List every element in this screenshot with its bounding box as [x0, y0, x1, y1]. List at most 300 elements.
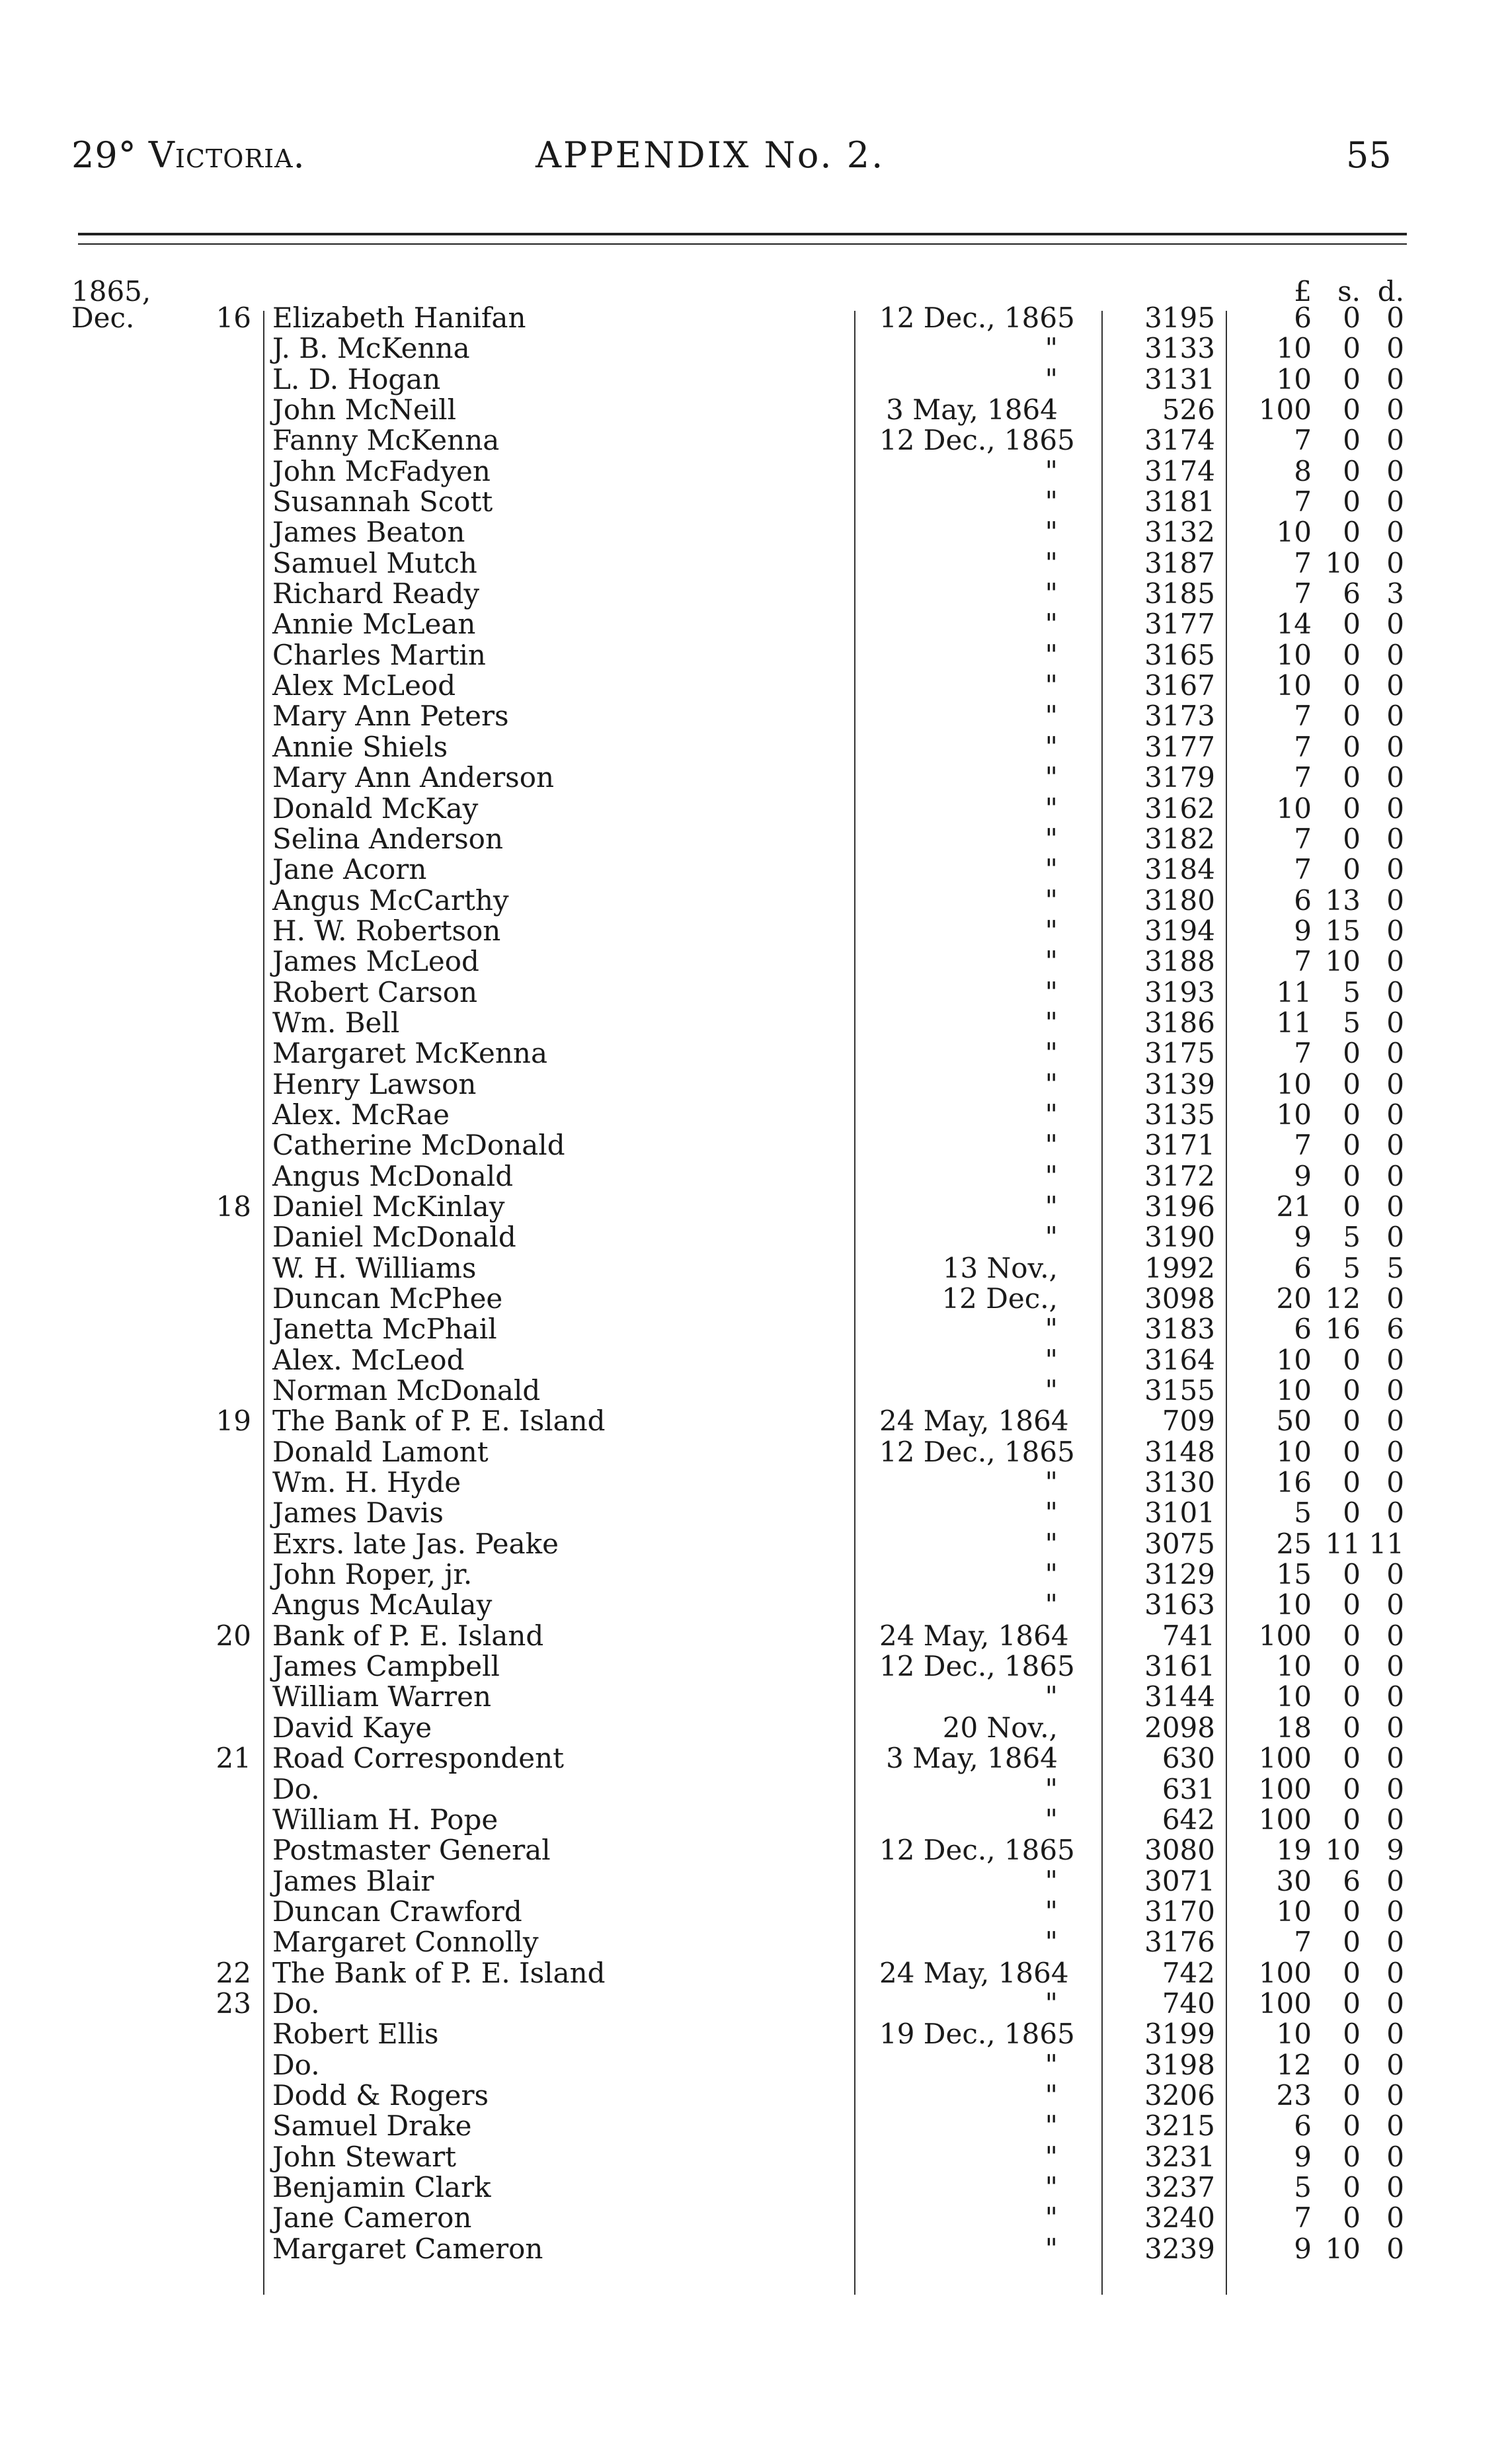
shillings-cell: 0: [1343, 1435, 1361, 1468]
table-row: [0, 1130, 1508, 1161]
name-cell: James Davis: [272, 1497, 444, 1530]
header-rule-thin: [78, 243, 1407, 245]
name-cell: Mary Ann Peters: [272, 700, 509, 733]
number-cell: 742: [1162, 1956, 1215, 1989]
shillings-cell: 0: [1343, 2048, 1361, 2081]
shillings-cell: 0: [1343, 2170, 1361, 2203]
page-number: 55: [1346, 134, 1392, 176]
pence-cell: 0: [1386, 1742, 1404, 1775]
pence-cell: 0: [1386, 914, 1404, 947]
pence-cell: 0: [1386, 424, 1404, 457]
number-cell: 3172: [1144, 1159, 1215, 1192]
number-cell: 3139: [1144, 1067, 1215, 1100]
shillings-cell: 6: [1343, 1864, 1361, 1897]
date-cell: 12 Dec., 1865: [879, 1834, 1075, 1867]
table-row: [0, 579, 1508, 609]
pence-cell: 0: [1386, 730, 1404, 763]
date-cell: ": [1045, 1558, 1058, 1591]
name-cell: Fanny McKenna: [272, 424, 500, 457]
date-cell: ": [1045, 1588, 1058, 1622]
pounds-cell: 7: [1294, 822, 1312, 855]
pounds-cell: 7: [1294, 700, 1312, 733]
name-cell: Selina Anderson: [272, 822, 504, 855]
day-cell: 18: [216, 1190, 251, 1223]
name-cell: James McLeod: [272, 945, 479, 978]
pounds-cell: 100: [1258, 1956, 1312, 1989]
date-cell: 12 Dec.,: [941, 1282, 1058, 1315]
shillings-cell: 0: [1343, 1067, 1361, 1100]
number-cell: 3174: [1144, 454, 1215, 487]
number-cell: 3239: [1144, 2232, 1215, 2265]
table-row: [0, 364, 1508, 395]
pounds-cell: 6: [1294, 1251, 1312, 1284]
date-cell: ": [1045, 485, 1058, 518]
shillings-cell: 0: [1343, 1926, 1361, 1959]
shillings-cell: 5: [1343, 1221, 1361, 1254]
table-row: [0, 1376, 1508, 1406]
date-cell: ": [1045, 454, 1058, 487]
pounds-cell: 7: [1294, 485, 1312, 518]
name-cell: James Beaton: [272, 516, 465, 549]
number-cell: 1992: [1144, 1251, 1215, 1284]
pounds-cell: 7: [1294, 761, 1312, 794]
pounds-cell: 100: [1258, 1987, 1312, 2020]
pounds-cell: 100: [1258, 1772, 1312, 1805]
table-row: [0, 1467, 1508, 1498]
name-cell: Annie Shiels: [272, 730, 448, 763]
name-cell: L. D. Hogan: [272, 362, 441, 395]
pence-cell: 0: [1386, 1803, 1404, 1836]
header-title: APPENDIX No. 2.: [536, 134, 885, 176]
shillings-cell: 12: [1325, 1282, 1361, 1315]
pence-cell: 9: [1386, 1834, 1404, 1867]
shillings-cell: 0: [1343, 608, 1361, 641]
name-cell: Charles Martin: [272, 638, 486, 671]
date-cell: 12 Dec., 1865: [879, 302, 1075, 334]
pounds-cell: 5: [1294, 2170, 1312, 2203]
pounds-cell: 7: [1294, 546, 1312, 579]
shillings-cell: 0: [1343, 1098, 1361, 1131]
name-cell: James Campbell: [272, 1650, 500, 1683]
date-cell: ": [1045, 669, 1058, 702]
table-row: [0, 1989, 1508, 2019]
pounds-cell: 10: [1276, 1343, 1312, 1376]
name-cell: Dodd & Rogers: [272, 2078, 489, 2112]
shillings-cell: 0: [1343, 362, 1361, 395]
pence-cell: 0: [1386, 2018, 1404, 2051]
number-cell: 3198: [1144, 2048, 1215, 2081]
number-cell: 3133: [1144, 332, 1215, 365]
number-cell: 3177: [1144, 608, 1215, 641]
pence-cell: 0: [1386, 822, 1404, 855]
number-cell: 3190: [1144, 1221, 1215, 1254]
table-row: [0, 1345, 1508, 1376]
pounds-cell: 8: [1294, 454, 1312, 487]
pence-cell: 6: [1386, 1313, 1404, 1346]
shillings-cell: 0: [1343, 1650, 1361, 1683]
name-cell: Jane Acorn: [272, 853, 427, 886]
shillings-cell: 0: [1343, 1742, 1361, 1775]
number-cell: 3080: [1144, 1834, 1215, 1867]
header-session: 29° Victoria.: [71, 134, 305, 176]
table-row: [0, 977, 1508, 1008]
date-cell: ": [1045, 853, 1058, 886]
number-cell: 3187: [1144, 546, 1215, 579]
pounds-cell: 9: [1294, 1159, 1312, 1192]
number-cell: 3195: [1144, 302, 1215, 334]
pounds-cell: 9: [1294, 914, 1312, 947]
day-cell: 21: [216, 1742, 251, 1775]
pence-cell: 0: [1386, 332, 1404, 365]
shillings-cell: 0: [1343, 2078, 1361, 2112]
pounds-cell: 10: [1276, 1067, 1312, 1100]
pence-cell: 0: [1386, 975, 1404, 1008]
date-cell: ": [1045, 822, 1058, 855]
pence-cell: 0: [1386, 1405, 1404, 1438]
day-cell: 19: [216, 1405, 251, 1438]
table-row: [0, 1559, 1508, 1590]
number-cell: 3176: [1144, 1926, 1215, 1959]
pence-cell: 0: [1386, 1588, 1404, 1622]
number-cell: 3148: [1144, 1435, 1215, 1468]
shillings-cell: 10: [1325, 2232, 1361, 2265]
pounds-cell: 10: [1276, 792, 1312, 825]
table-row: [0, 1590, 1508, 1620]
table-row: [0, 1192, 1508, 1222]
pounds-cell: 10: [1276, 1374, 1312, 1407]
pence-cell: 0: [1386, 1159, 1404, 1192]
shillings-cell: 5: [1343, 975, 1361, 1008]
date-cell: 24 May, 1864: [879, 1405, 1069, 1438]
table-row: [0, 1866, 1508, 1897]
pounds-cell: 14: [1276, 608, 1312, 641]
pence-cell: 0: [1386, 546, 1404, 579]
pounds-cell: 10: [1276, 1435, 1312, 1468]
pounds-cell: 6: [1294, 2110, 1312, 2143]
shillings-cell: 0: [1343, 761, 1361, 794]
pounds-cell: 6: [1294, 1313, 1312, 1346]
date-cell: ": [1045, 362, 1058, 395]
date-cell: ": [1045, 2110, 1058, 2143]
number-cell: 3098: [1144, 1282, 1215, 1315]
name-cell: Norman McDonald: [272, 1374, 541, 1407]
date-cell: ": [1045, 2048, 1058, 2081]
shillings-cell: 0: [1343, 1497, 1361, 1530]
number-cell: 3155: [1144, 1374, 1215, 1407]
pence-cell: 0: [1386, 1650, 1404, 1683]
pence-cell: 0: [1386, 1956, 1404, 1989]
name-cell: Wm. Bell: [272, 1006, 400, 1039]
table-row: [0, 1284, 1508, 1314]
header-rule-thick: [78, 233, 1407, 235]
ledger-table: [0, 303, 1508, 2264]
name-cell: Bank of P. E. Island: [272, 1619, 544, 1652]
number-cell: 3170: [1144, 1895, 1215, 1928]
pence-cell: 0: [1386, 1343, 1404, 1376]
pounds-cell: 100: [1258, 1803, 1312, 1836]
name-cell: Henry Lawson: [272, 1067, 477, 1100]
date-cell: ": [1045, 1098, 1058, 1131]
name-cell: Road Correspondent: [272, 1742, 565, 1775]
pounds-cell: 7: [1294, 577, 1312, 610]
table-row: [0, 1743, 1508, 1774]
date-cell: 20 Nov.,: [942, 1711, 1058, 1744]
name-cell: Wm. H. Hyde: [272, 1466, 461, 1499]
date-cell: ": [1045, 546, 1058, 579]
date-cell: ": [1045, 1772, 1058, 1805]
pounds-cell: 11: [1276, 975, 1312, 1008]
shillings-cell: 0: [1343, 1343, 1361, 1376]
shillings-cell: 0: [1343, 1711, 1361, 1744]
pence-cell: 0: [1386, 1987, 1404, 2020]
table-row: [0, 1805, 1508, 1835]
table-row: [0, 1437, 1508, 1467]
name-cell: Robert Carson: [272, 975, 478, 1008]
table-row: [0, 609, 1508, 639]
name-cell: Susannah Scott: [272, 485, 493, 518]
table-row: [0, 824, 1508, 854]
shillings-cell: 15: [1325, 914, 1361, 947]
pounds-cell: 19: [1276, 1834, 1312, 1867]
table-row: [0, 2111, 1508, 2141]
pounds-cell: 10: [1276, 1588, 1312, 1622]
shillings-cell: 0: [1343, 638, 1361, 671]
name-cell: Daniel McDonald: [272, 1221, 516, 1254]
pounds-cell: 15: [1276, 1558, 1312, 1591]
shillings-cell: 0: [1343, 1588, 1361, 1622]
pounds-cell: 5: [1294, 1497, 1312, 1530]
shillings-cell: 0: [1343, 2110, 1361, 2143]
name-cell: Margaret Connolly: [272, 1926, 539, 1959]
shillings-cell: 0: [1343, 1466, 1361, 1499]
date-cell: ": [1045, 2170, 1058, 2203]
pence-cell: 0: [1386, 2048, 1404, 2081]
table-row: [0, 1897, 1508, 1927]
shillings-cell: 5: [1343, 1006, 1361, 1039]
date-cell: 12 Dec., 1865: [879, 1650, 1075, 1683]
date-cell: ": [1045, 1895, 1058, 1928]
number-cell: 3194: [1144, 914, 1215, 947]
pence-cell: 0: [1386, 1497, 1404, 1530]
table-row: [0, 1958, 1508, 1989]
name-cell: William H. Pope: [272, 1803, 498, 1836]
table-row: [0, 1498, 1508, 1528]
table-row: [0, 916, 1508, 946]
pounds-cell: 10: [1276, 1680, 1312, 1713]
pounds-cell: 7: [1294, 1037, 1312, 1070]
shillings-cell: 0: [1343, 332, 1361, 365]
number-cell: 3199: [1144, 2018, 1215, 2051]
name-cell: William Warren: [272, 1680, 491, 1713]
number-cell: 3175: [1144, 1037, 1215, 1070]
name-cell: James Blair: [272, 1864, 434, 1897]
date-cell: ": [1045, 516, 1058, 549]
number-cell: 3240: [1144, 2201, 1215, 2235]
pounds-cell: 100: [1258, 393, 1312, 427]
number-cell: 2098: [1144, 1711, 1215, 1744]
date-cell: ": [1045, 730, 1058, 763]
date-cell: ": [1045, 2078, 1058, 2112]
table-row: [0, 425, 1508, 456]
year-label: 1865,: [71, 275, 151, 308]
pence-cell: 0: [1386, 638, 1404, 671]
pence-cell: 0: [1386, 1221, 1404, 1254]
shillings-cell: 10: [1325, 546, 1361, 579]
pounds-cell: 11: [1276, 1006, 1312, 1039]
name-cell: Duncan Crawford: [272, 1895, 522, 1928]
shillings-cell: 0: [1343, 2018, 1361, 2051]
date-cell: ": [1045, 1006, 1058, 1039]
number-cell: 3131: [1144, 362, 1215, 395]
name-cell: John McFadyen: [272, 454, 491, 487]
number-cell: 3163: [1144, 1588, 1215, 1622]
table-row: [0, 701, 1508, 731]
pence-cell: 0: [1386, 1895, 1404, 1928]
date-cell: 24 May, 1864: [879, 1956, 1069, 1989]
table-row: [0, 517, 1508, 548]
name-cell: Richard Ready: [272, 577, 480, 610]
date-cell: ": [1045, 1803, 1058, 1836]
number-cell: 3162: [1144, 792, 1215, 825]
pence-cell: 0: [1386, 2170, 1404, 2203]
name-cell: Elizabeth Hanifan: [272, 302, 526, 334]
name-cell: David Kaye: [272, 1711, 432, 1744]
name-cell: Benjamin Clark: [272, 2170, 491, 2203]
date-cell: ": [1045, 2140, 1058, 2173]
pence-cell: 0: [1386, 1006, 1404, 1039]
number-cell: 3135: [1144, 1098, 1215, 1131]
shillings-cell: 0: [1343, 1619, 1361, 1652]
name-cell: Angus McDonald: [272, 1159, 514, 1192]
table-row: [0, 456, 1508, 487]
pence-cell: 0: [1386, 1098, 1404, 1131]
pence-cell: 0: [1386, 700, 1404, 733]
table-row: [0, 2234, 1508, 2264]
shillings-cell: 0: [1343, 1159, 1361, 1192]
name-cell: John Roper, jr.: [272, 1558, 473, 1591]
pence-cell: 0: [1386, 302, 1404, 334]
shillings-cell: 16: [1325, 1313, 1361, 1346]
number-cell: 3196: [1144, 1190, 1215, 1223]
pounds-cell: 10: [1276, 332, 1312, 365]
name-cell: Donald McKay: [272, 792, 479, 825]
pence-cell: 0: [1386, 945, 1404, 978]
shillings-cell: 0: [1343, 669, 1361, 702]
table-row: [0, 1253, 1508, 1284]
pounds-cell: 7: [1294, 424, 1312, 457]
name-cell: Do.: [272, 2048, 320, 2081]
shillings-cell: 0: [1343, 700, 1361, 733]
name-cell: John McNeill: [272, 393, 457, 427]
date-cell: ": [1045, 2232, 1058, 2265]
shillings-cell: 0: [1343, 1190, 1361, 1223]
date-cell: 19 Dec., 1865: [879, 2018, 1075, 2051]
name-cell: Robert Ellis: [272, 2018, 439, 2051]
table-row: [0, 1651, 1508, 1682]
table-row: [0, 762, 1508, 793]
pounds-cell: 10: [1276, 1650, 1312, 1683]
shillings-cell: 0: [1343, 2201, 1361, 2235]
name-cell: Do.: [272, 1987, 320, 2020]
number-cell: 740: [1162, 1987, 1215, 2020]
pounds-cell: 10: [1276, 2018, 1312, 2051]
pounds-cell: 20: [1276, 1282, 1312, 1315]
date-cell: 3 May, 1864: [886, 1742, 1058, 1775]
table-row: [0, 1406, 1508, 1436]
pounds-cell: 7: [1294, 853, 1312, 886]
table-row: [0, 732, 1508, 762]
date-cell: ": [1045, 975, 1058, 1008]
month-cell: Dec.: [71, 302, 135, 334]
name-cell: Donald Lamont: [272, 1435, 489, 1468]
shillings-cell: 0: [1343, 792, 1361, 825]
shillings-cell: 0: [1343, 1405, 1361, 1438]
number-cell: 3180: [1144, 883, 1215, 917]
pounds-cell: 21: [1276, 1190, 1312, 1223]
number-cell: 3174: [1144, 424, 1215, 457]
pence-cell: 0: [1386, 1619, 1404, 1652]
number-cell: 3144: [1144, 1680, 1215, 1713]
date-cell: ": [1045, 1037, 1058, 1070]
name-cell: Samuel Drake: [272, 2110, 472, 2143]
table-row: [0, 1682, 1508, 1712]
date-cell: ": [1045, 914, 1058, 947]
name-cell: Alex. McRae: [272, 1098, 450, 1131]
shillings-cell: 0: [1343, 1558, 1361, 1591]
name-cell: Janetta McPhail: [272, 1313, 497, 1346]
date-cell: 12 Dec., 1865: [879, 424, 1075, 457]
pounds-cell: 25: [1276, 1527, 1312, 1560]
pence-cell: 0: [1386, 1680, 1404, 1713]
name-cell: The Bank of P. E. Island: [272, 1405, 606, 1438]
table-row: [0, 1774, 1508, 1805]
table-row: [0, 1161, 1508, 1192]
pence-cell: 0: [1386, 485, 1404, 518]
table-row: [0, 2050, 1508, 2080]
table-row: [0, 2203, 1508, 2233]
pence-cell: 0: [1386, 393, 1404, 427]
pence-header: d.: [1377, 275, 1404, 308]
number-cell: 3186: [1144, 1006, 1215, 1039]
shillings-cell: 0: [1343, 454, 1361, 487]
number-cell: 3231: [1144, 2140, 1215, 2173]
pence-cell: 0: [1386, 2201, 1404, 2235]
date-cell: ": [1045, 1343, 1058, 1376]
table-row: [0, 854, 1508, 885]
pence-cell: 0: [1386, 1926, 1404, 1959]
date-cell: ": [1045, 1527, 1058, 1560]
number-cell: 3181: [1144, 485, 1215, 518]
date-cell: ": [1045, 1221, 1058, 1254]
name-cell: Exrs. late Jas. Peake: [272, 1527, 559, 1560]
date-cell: ": [1045, 577, 1058, 610]
pounds-cell: 100: [1258, 1619, 1312, 1652]
shillings-cell: 5: [1343, 1251, 1361, 1284]
pounds-cell: 7: [1294, 1129, 1312, 1162]
table-row: [0, 1835, 1508, 1866]
pounds-cell: 50: [1276, 1405, 1312, 1438]
date-cell: ": [1045, 1864, 1058, 1897]
name-cell: The Bank of P. E. Island: [272, 1956, 606, 1989]
shillings-header: s.: [1337, 275, 1361, 308]
pounds-cell: 10: [1276, 1895, 1312, 1928]
number-cell: 3185: [1144, 577, 1215, 610]
pence-cell: 0: [1386, 792, 1404, 825]
date-cell: ": [1045, 761, 1058, 794]
pounds-cell: 10: [1276, 362, 1312, 395]
day-cell: 16: [216, 302, 251, 334]
table-row: [0, 1069, 1508, 1100]
